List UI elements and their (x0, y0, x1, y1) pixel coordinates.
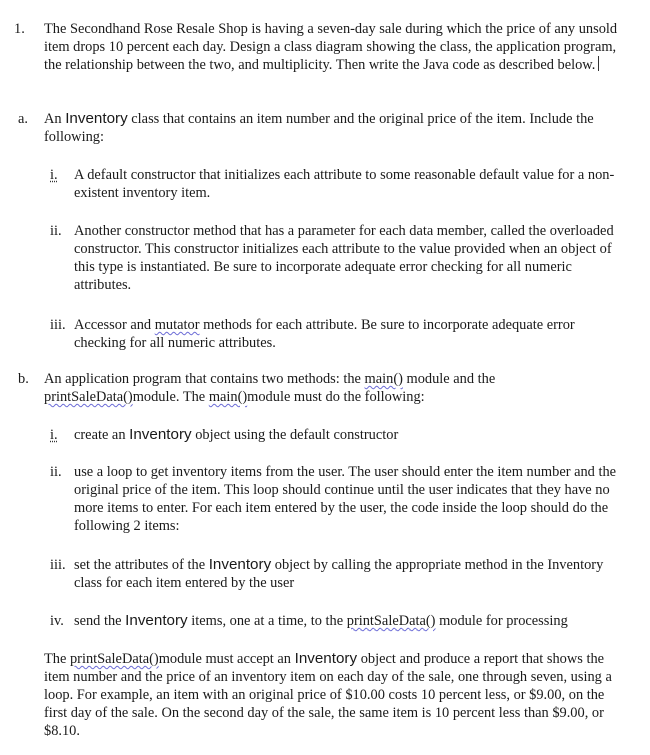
inventory-class-name: Inventory (125, 612, 188, 629)
part-b-item-2-label: ii. (50, 464, 62, 480)
part-b-item-1-label: i. (50, 427, 58, 443)
part-b-final-paragraph: The printSaleData()module must accept an Inventory object and produce a report that shows the item number and the price of an inventory item on each day of the sale, one through seven, using a loop. For example, an item with an original price of $10.00 costs 10 percent less, or $9.00, on the first day of the sale. On the second day of the sale, the same item is 10 percent less than $9.00, or $8.10. (44, 650, 612, 739)
print-method-ref: printSaleData() (346, 613, 436, 629)
part-a-item-2: Another constructor method that has a parameter for each data member, called the overloaded constructor. This constructor initializes each attribute to the value provided when an object of this type is instantiated. Be sure to incorporate adequate error checking for all numeric attributes. (74, 223, 614, 293)
part-b-label: b. (18, 371, 29, 387)
part-a-item-3-label: iii. (50, 317, 66, 333)
inventory-class-name: Inventory (208, 556, 272, 573)
text-cursor (598, 56, 599, 71)
part-a-label: a. (18, 111, 28, 127)
question-text[interactable] (44, 20, 629, 74)
question-body: The Secondhand Rose Resale Shop is having a seven-day sale during which the price of any unsold item drops 10 percent each day. Design a class diagram showing the class, the application program, the relationship between the two, and multiplicity. Then write the Java code as described below. (44, 21, 618, 73)
part-a-text: An Inventory class that contains an item number and the original price of the item. Include the following: (44, 110, 594, 145)
part-b-item-3-label: iii. (50, 557, 66, 573)
part-b-item-1: create an Inventory object using the default constructor (74, 426, 399, 443)
part-b-text: An application program that contains two methods: the main() module and the printSaleData()module. The main()module must do the following: (44, 371, 496, 405)
inventory-class-name: Inventory (129, 426, 192, 443)
part-b-item-2: use a loop to get inventory items from the user. The user should enter the item number and the original price of the item. This loop should continue until the user indicates that they have no more items to enter. For each item entered by the user, the code inside the loop should do the following 2 items: (74, 464, 617, 534)
part-a-item-3: Accessor and mutator methods for each attribute. Be sure to incorporate adequate error checking for all numeric attributes. (74, 317, 575, 351)
part-a-item-2-label: ii. (50, 223, 62, 239)
main-method-ref: main() (364, 371, 403, 387)
inventory-class-name: Inventory (65, 110, 128, 127)
print-method-ref: printSaleData() (69, 651, 159, 667)
part-b-item-4-label: iv. (50, 613, 64, 629)
spellcheck-word: mutator (154, 317, 200, 333)
main-method-ref-2: main() (208, 389, 248, 405)
inventory-class-name: Inventory (294, 650, 358, 667)
part-a-item-1: A default constructor that initializes each attribute to some reasonable default value for a non-existent inventory item. (74, 167, 615, 201)
print-method-ref: printSaleData() (44, 389, 133, 405)
question-number: 1. (14, 21, 25, 37)
part-a-item-1-label: i. (50, 167, 58, 183)
part-b-item-4: send the Inventory items, one at a time, to the printSaleData() module for processing (74, 612, 568, 629)
part-b-item-3: set the attributes of the Inventory object by calling the appropriate method in the Inventory class for each item entered by the user (74, 556, 604, 591)
